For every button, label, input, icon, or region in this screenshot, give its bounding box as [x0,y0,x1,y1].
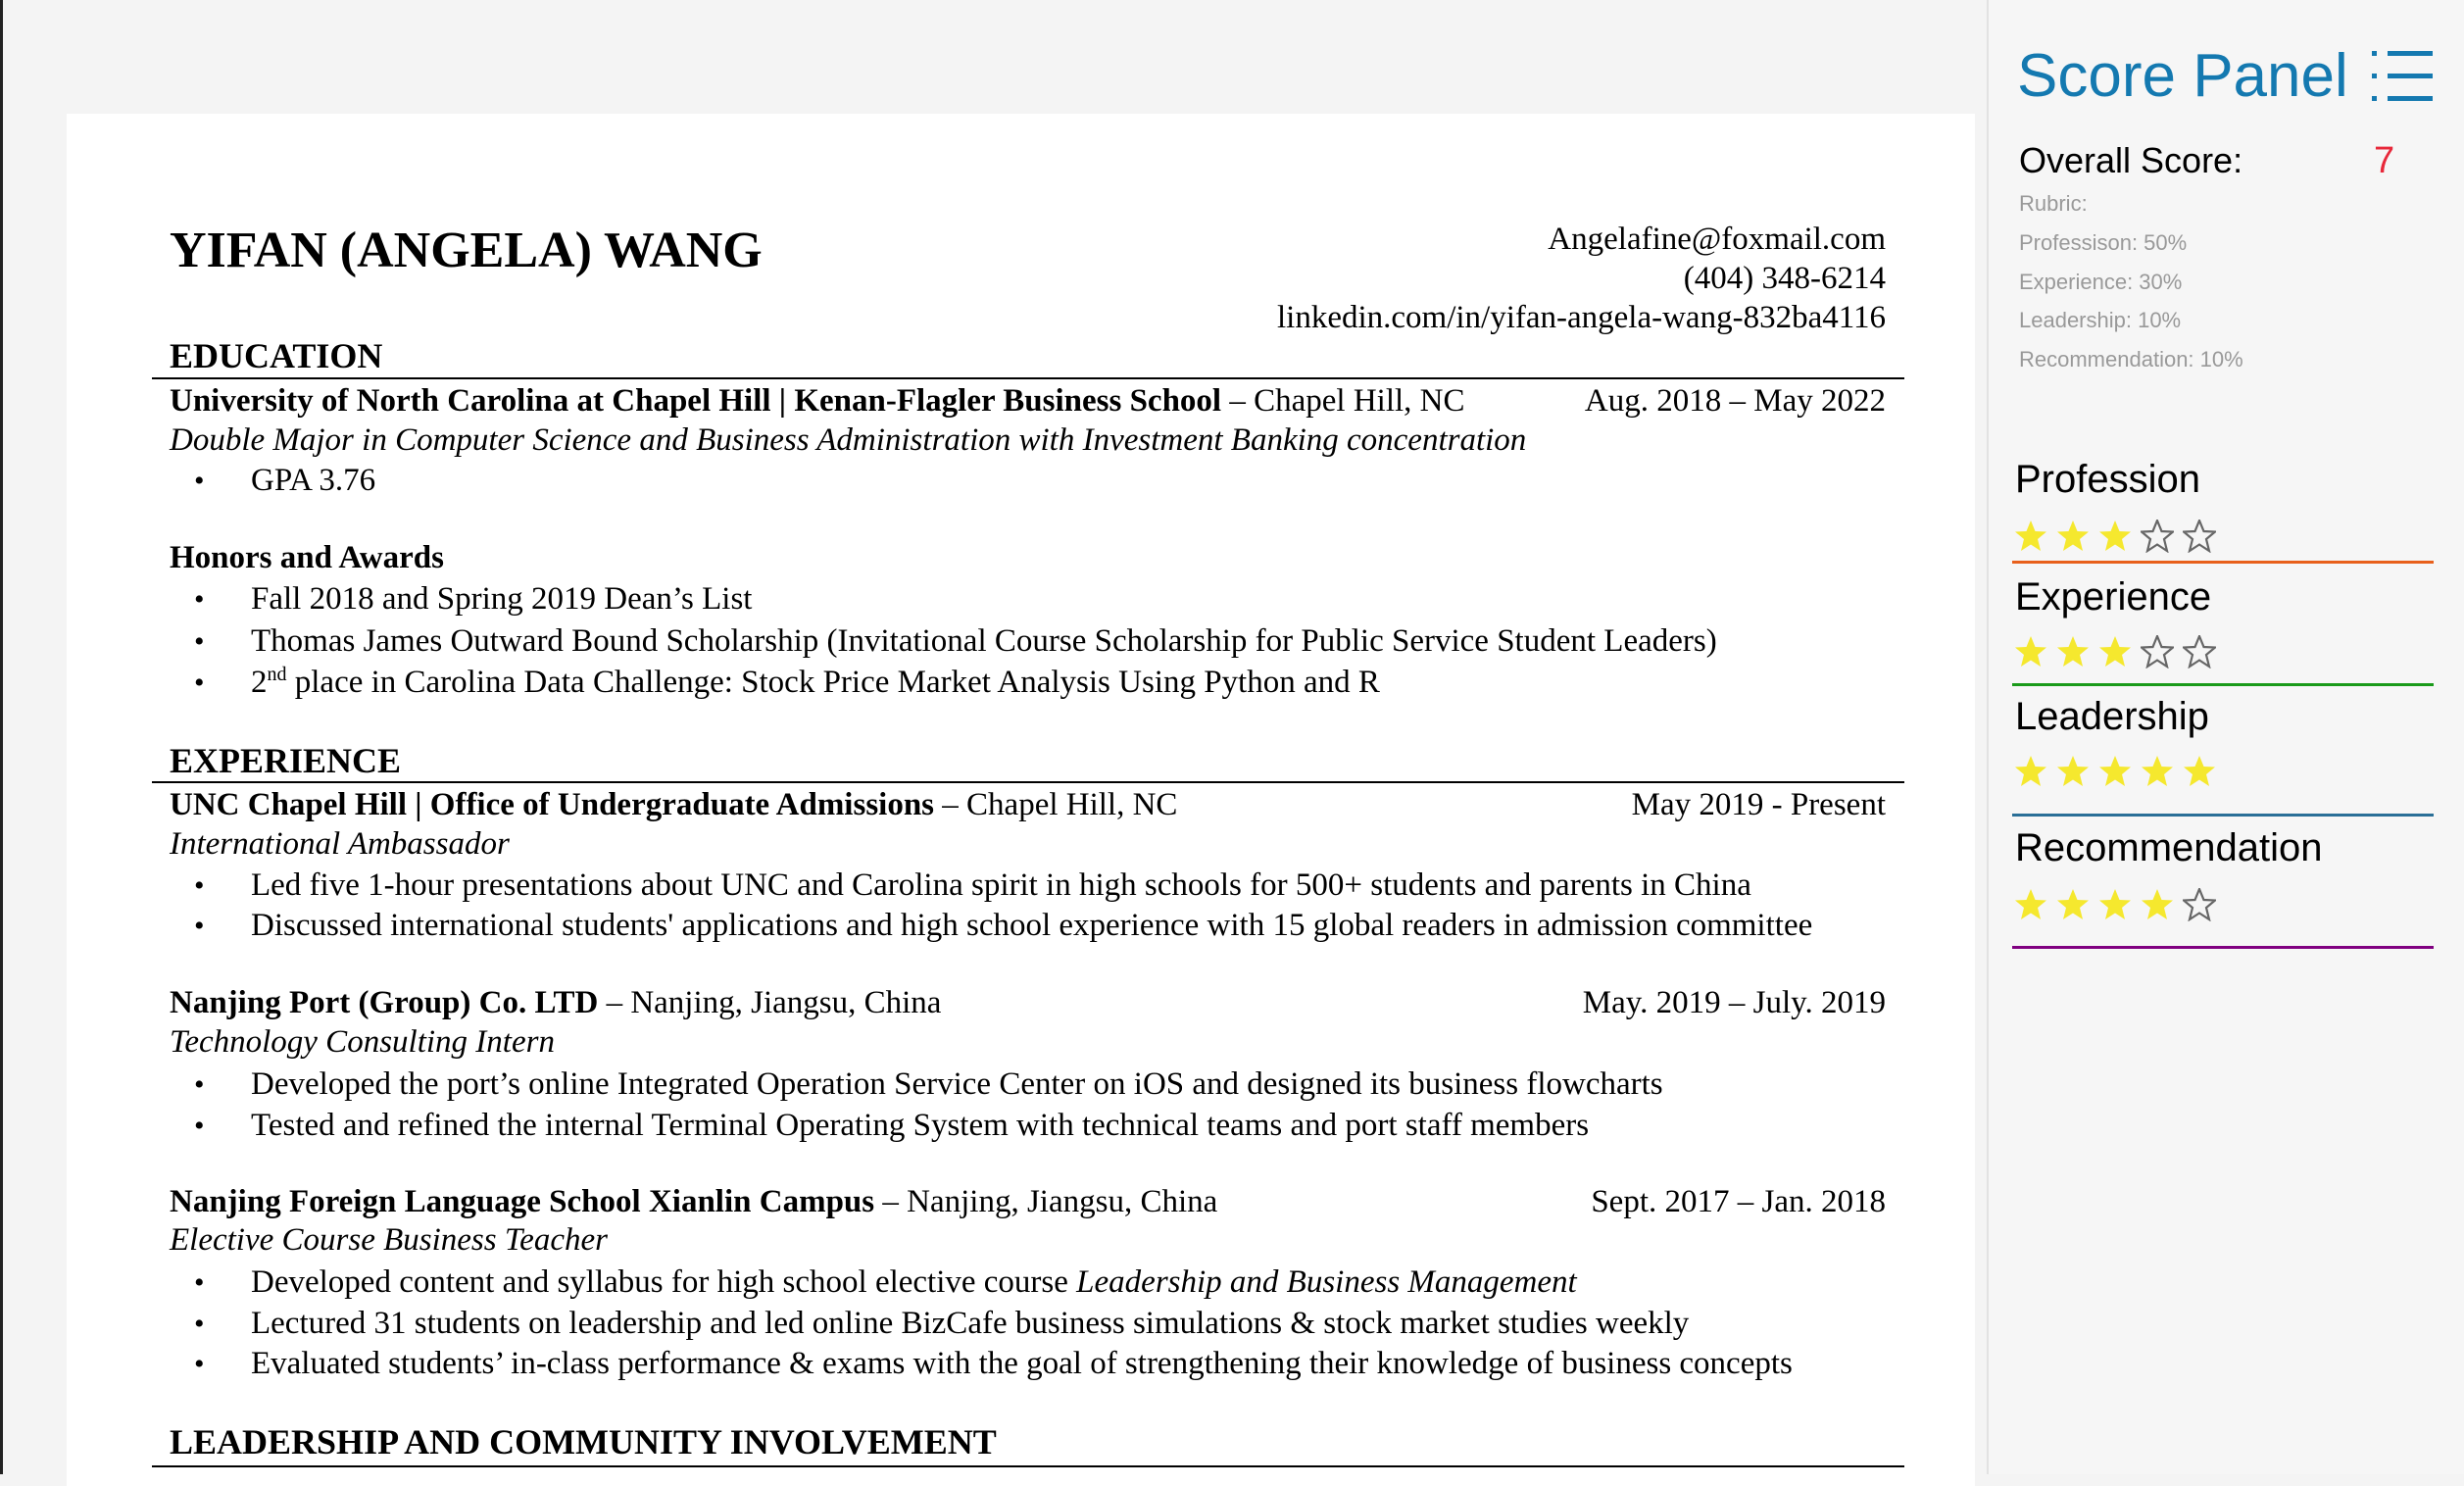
star-filled-icon[interactable] [2141,888,2174,921]
star-filled-icon[interactable] [2056,755,2090,788]
star-rating[interactable] [2014,888,2225,926]
bullet-icon: • [194,625,205,658]
bullet-text: Developed content and syllabus for high school elective course [251,1264,1077,1300]
category-divider [2012,814,2434,817]
job-bullet: Led five 1-hour presentations about UNC and Carolina spirit in high schools for 500+ students and parents in China [251,867,1751,903]
star-filled-icon[interactable] [2141,755,2174,788]
school-line [170,381,1465,421]
star-rating[interactable] [2014,755,2225,793]
job-dates: Sept. 2017 – Jan. 2018 [1591,1184,1886,1219]
category-divider [2012,946,2434,949]
bullet-icon: • [194,869,205,902]
list-icon[interactable] [2372,49,2437,104]
star-rating[interactable] [2014,635,2225,673]
star-filled-icon[interactable] [2098,755,2132,788]
divider [152,377,1904,379]
category-label: Profession [2015,458,2200,501]
job-location: – Nanjing, Jiangsu, China [874,1184,1218,1219]
bullet-icon: • [194,667,205,699]
window-border [0,0,3,1474]
bullet-icon: • [194,1266,205,1299]
honor-item: Fall 2018 and Spring 2019 Dean’s List [251,581,753,617]
degree: Double Major in Computer Science and Business Administration with Investment Banking concentration [170,422,1527,458]
star-filled-icon[interactable] [2014,520,2047,553]
job-header [170,983,941,1023]
bullet-icon: • [194,1110,205,1142]
school-location: – Chapel Hill, NC [1221,383,1465,419]
star-empty-icon[interactable] [2183,635,2216,669]
section-heading-leadership: LEADERSHIP AND COMMUNITY INVOLVEMENT [170,1422,997,1461]
section-heading-education: EDUCATION [170,336,383,375]
category-label: Leadership [2015,695,2209,738]
rubric-item: Rubric: [2019,191,2088,216]
star-filled-icon[interactable] [2098,520,2132,553]
star-rating[interactable] [2014,520,2225,558]
bullet-icon: • [194,583,205,616]
category-label: Recommendation [2015,826,2323,869]
honor-item [251,663,1380,703]
school-name: University of North Carolina at Chapel Hill | Kenan-Flagler Business School [170,383,1222,419]
star-filled-icon[interactable] [2098,635,2132,669]
star-empty-icon[interactable] [2141,520,2174,553]
star-filled-icon[interactable] [2056,520,2090,553]
resume-name: YIFAN (ANGELA) WANG [170,223,763,278]
star-filled-icon[interactable] [2014,755,2047,788]
bullet-icon: • [194,910,205,942]
job-bullet: Lectured 31 students on leadership and led online BizCafe business simulations & stock market studies weekly [251,1306,1690,1341]
category-divider [2012,561,2434,564]
bullet-icon: • [194,1348,205,1380]
job-org: UNC Chapel Hill | Office of Undergraduate Admissions [170,787,935,822]
job-bullet: Developed the port’s online Integrated Operation Service Center on iOS and designed its business flowcharts [251,1066,1663,1102]
job-title: Technology Consulting Intern [170,1024,555,1060]
category-divider [2012,683,2434,686]
job-bullet: Tested and refined the internal Terminal Operating System with technical teams and port staff members [251,1108,1590,1143]
star-empty-icon[interactable] [2141,635,2174,669]
star-empty-icon[interactable] [2183,888,2216,921]
job-bullet: Evaluated students’ in-class performance & exams with the goal of strengthening their knowledge of business concepts [251,1346,1793,1381]
job-header [170,1182,1217,1222]
panel-title: Score Panel [2017,42,2348,110]
divider [152,1465,1904,1467]
job-dates: May. 2019 – July. 2019 [1582,985,1886,1020]
overall-score-label: Overall Score: [2019,140,2243,180]
job-org: Nanjing Foreign Language School Xianlin Campus [170,1184,875,1219]
category-label: Experience [2015,575,2212,619]
contact-linkedin[interactable]: linkedin.com/in/yifan-angela-wang-832ba4116 [1276,300,1886,335]
rubric-item: Leadership: 10% [2019,308,2182,332]
section-heading-experience: EXPERIENCE [170,741,402,780]
star-filled-icon[interactable] [2056,888,2090,921]
course-name: Leadership and Business Management [1076,1264,1577,1300]
star-filled-icon[interactable] [2098,888,2132,921]
star-filled-icon[interactable] [2183,755,2216,788]
job-header [170,785,1177,825]
job-location: – Nanjing, Jiangsu, China [598,985,942,1020]
school-dates: Aug. 2018 – May 2022 [1584,383,1886,419]
rubric-item: Professison: 50% [2019,230,2188,255]
honor-rank: 2 [251,665,268,700]
bullet-icon: • [194,1068,205,1101]
rubric-item: Experience: 30% [2019,270,2183,294]
job-org: Nanjing Port (Group) Co. LTD [170,985,599,1020]
divider [152,781,1904,783]
job-bullet: Discussed international students' applications and high school experience with 15 global readers in admission committee [251,908,1813,943]
job-title: International Ambassador [170,826,510,862]
rubric-item: Recommendation: 10% [2019,347,2243,372]
honor-rank-suffix: nd [267,664,287,685]
bullet-icon: • [194,465,205,497]
honors-heading: Honors and Awards [170,540,444,575]
star-filled-icon[interactable] [2014,635,2047,669]
gpa: GPA 3.76 [251,463,376,498]
job-dates: May 2019 - Present [1631,787,1886,822]
contact-email[interactable]: Angelafine@foxmail.com [1548,222,1886,257]
honor-text: place in Carolina Data Challenge: Stock Price Market Analysis Using Python and R [286,665,1380,700]
overall-score-value: 7 [2374,140,2395,181]
job-title: Elective Course Business Teacher [170,1222,608,1258]
contact-phone: (404) 348-6214 [1683,261,1886,296]
bullet-icon: • [194,1308,205,1340]
star-filled-icon[interactable] [2056,635,2090,669]
star-empty-icon[interactable] [2183,520,2216,553]
job-bullet [251,1263,1577,1303]
job-location: – Chapel Hill, NC [934,787,1178,822]
honor-item: Thomas James Outward Bound Scholarship (Invitational Course Scholarship for Public Service Student Leaders) [251,623,1717,659]
star-filled-icon[interactable] [2014,888,2047,921]
